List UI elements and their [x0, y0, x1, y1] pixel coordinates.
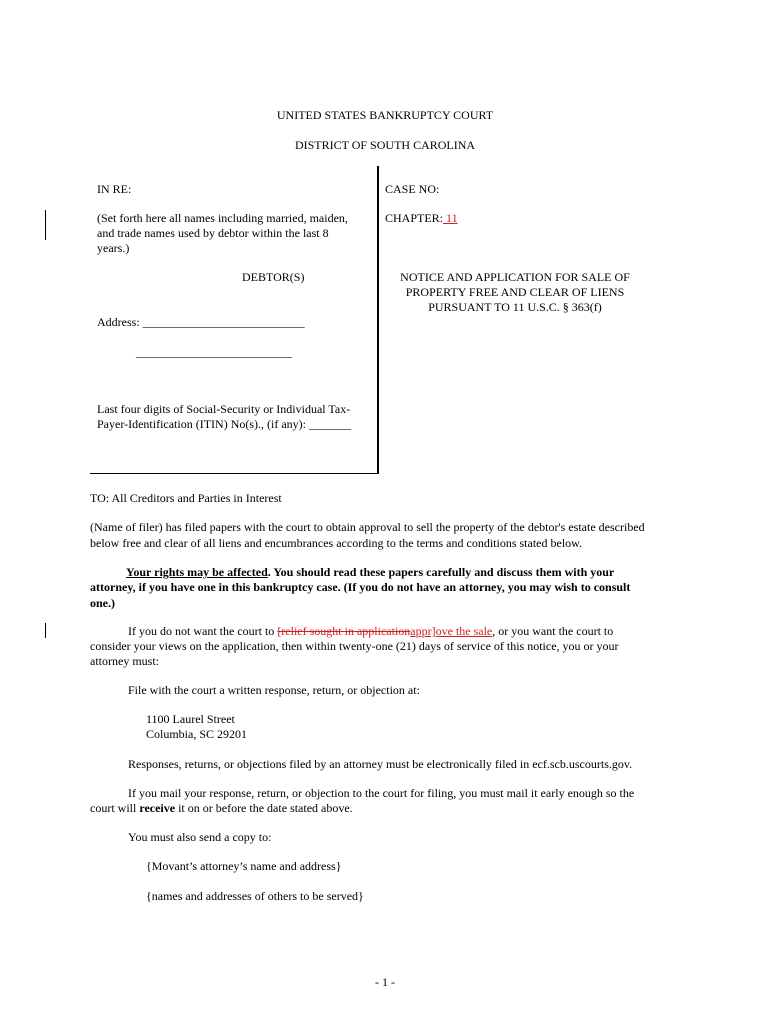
mail-line2-receive: receive	[139, 801, 176, 815]
case-no-label: CASE NO:	[385, 182, 440, 196]
address-label: Address: ___________________________	[97, 315, 305, 329]
rights-line1	[126, 565, 614, 580]
mail-line1: If you mail your response, return, or objection to the court for filing, you must mail it early enough so the	[128, 786, 635, 800]
others-served: {names and addresses of others to be served}	[146, 889, 364, 903]
paragraph-1-line1: (Name of filer) has filed papers with the court to obtain approval to sell the property of the debtor's estate described	[90, 520, 645, 534]
rights-line2: attorney, if you have one in this bankruptcy case. (If you do not have an attorney, you may wish to consult	[90, 580, 631, 594]
page-number: - 1 -	[375, 975, 395, 989]
p2-inserted-a: appr]	[410, 624, 436, 638]
electronic-filing-note: Responses, returns, or objections filed by an attorney must be electronically filed in ecf.scb.uscourts.gov.	[128, 757, 633, 771]
court-title: UNITED STATES BANKRUPTCY COURT	[276, 108, 494, 122]
mail-line2-end: it on or before the date stated above.	[175, 801, 353, 815]
names-instruction-line1: (Set forth here all names including married, maiden,	[97, 211, 348, 225]
file-with-court: File with the court a written response, return, or objection at:	[128, 683, 420, 697]
rights-line3: one.)	[90, 596, 115, 610]
paragraph-2-line2: consider your views on the application, then within twenty-one (21) days of service of this notice, you or your	[90, 639, 619, 653]
paragraph-2-line3: attorney must:	[90, 654, 159, 668]
to-line: TO: All Creditors and Parties in Interest	[90, 491, 282, 505]
p2-deleted-text: [relief sought in application	[277, 624, 411, 638]
rights-rest: . You should read these papers carefully and discuss them with your	[267, 565, 615, 579]
notice-title-line2: PROPERTY FREE AND CLEAR OF LIENS	[405, 285, 625, 299]
paragraph-2-line1	[128, 624, 613, 639]
p2-start: If you do not want the court to	[128, 624, 278, 638]
movant-attorney: {Movant’s attorney’s name and address}	[146, 859, 342, 873]
names-instruction-line2: and trade names used by debtor within the last 8	[97, 226, 329, 240]
names-instruction-line3: years.)	[97, 241, 130, 255]
in-re-label: IN RE:	[97, 182, 132, 196]
p2-end: , or you want the court to	[492, 624, 614, 638]
notice-title-line3: PURSUANT TO 11 U.S.C. § 363(f)	[428, 300, 602, 314]
chapter-value: 11	[443, 211, 458, 225]
caption-bottom-rule	[90, 473, 379, 474]
chapter-line	[385, 211, 458, 226]
ssn-line1: Last four digits of Social-Security or Individual Tax-	[97, 402, 351, 416]
chapter-label: CHAPTER:	[385, 211, 444, 225]
debtor-label: DEBTOR(S)	[242, 270, 305, 284]
court-address-line2: Columbia, SC 29201	[146, 727, 248, 741]
p2-inserted-b: ove the sale	[435, 624, 493, 638]
change-bar-2	[45, 623, 46, 638]
address-line2: __________________________	[136, 345, 292, 359]
rights-underlined: Your rights may be affected	[126, 565, 268, 579]
court-address-line1: 1100 Laurel Street	[146, 712, 235, 726]
notice-title-line1: NOTICE AND APPLICATION FOR SALE OF	[400, 270, 630, 284]
district-title: DISTRICT OF SOUTH CAROLINA	[294, 138, 476, 152]
ssn-line2: Payer-Identification (ITIN) No(s)., (if any): _______	[97, 417, 352, 431]
mail-line2	[90, 801, 353, 816]
paragraph-1-line2: below free and clear of all liens and encumbrances according to the terms and conditions stated below.	[90, 536, 583, 550]
change-bar-1	[45, 210, 46, 240]
caption-vertical-divider	[377, 166, 379, 474]
mail-line2-start: court will	[90, 801, 140, 815]
copy-to: You must also send a copy to:	[128, 830, 272, 844]
